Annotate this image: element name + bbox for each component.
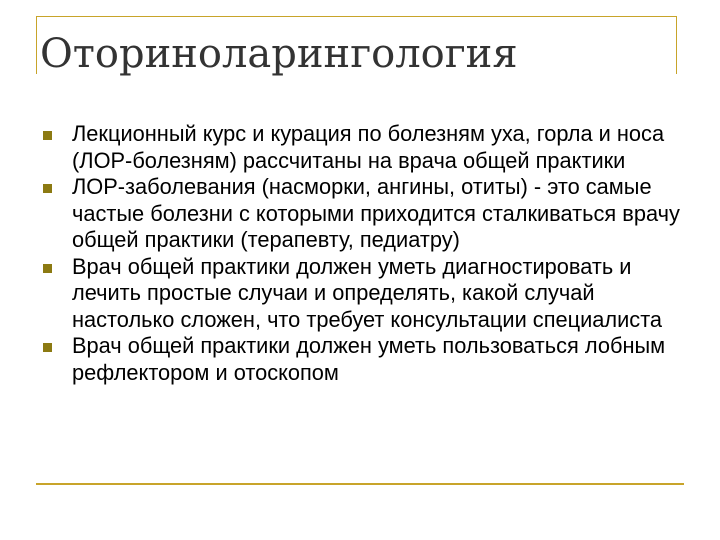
title-frame-left-line xyxy=(36,16,37,74)
bullet-text: Врач общей практики должен уметь диагностировать и лечить простые случаи и определять, какой случай настолько сложен, что требует консультации специалиста xyxy=(72,253,663,332)
title-frame-right-line xyxy=(676,16,677,74)
title-frame-top-line xyxy=(36,16,676,17)
bullet-item xyxy=(42,121,692,174)
bullet-item xyxy=(42,254,692,334)
bullet-text: Лекционный курс и курация по болезням уха, горла и носа (ЛОР-болезням) рассчитаны на врача общей практики xyxy=(72,121,665,173)
bullet-item xyxy=(42,174,692,254)
slide-title: Оториноларингология xyxy=(40,31,518,77)
bullet-text: Врач общей практики должен уметь пользоваться лобным рефлектором и отоскопом xyxy=(72,333,666,385)
square-bullet-icon xyxy=(43,131,52,140)
square-bullet-icon xyxy=(43,264,52,273)
square-bullet-icon xyxy=(43,184,52,193)
bullet-item xyxy=(42,333,692,386)
square-bullet-icon xyxy=(43,343,52,352)
bullet-text: ЛОР-заболевания (насморки, ангины, отиты) - это самые частые болезни с которыми приходится сталкиваться врачу общей практики (терапевту, педиатру) xyxy=(72,174,680,252)
bottom-divider xyxy=(36,483,684,485)
bullet-list xyxy=(42,121,692,386)
